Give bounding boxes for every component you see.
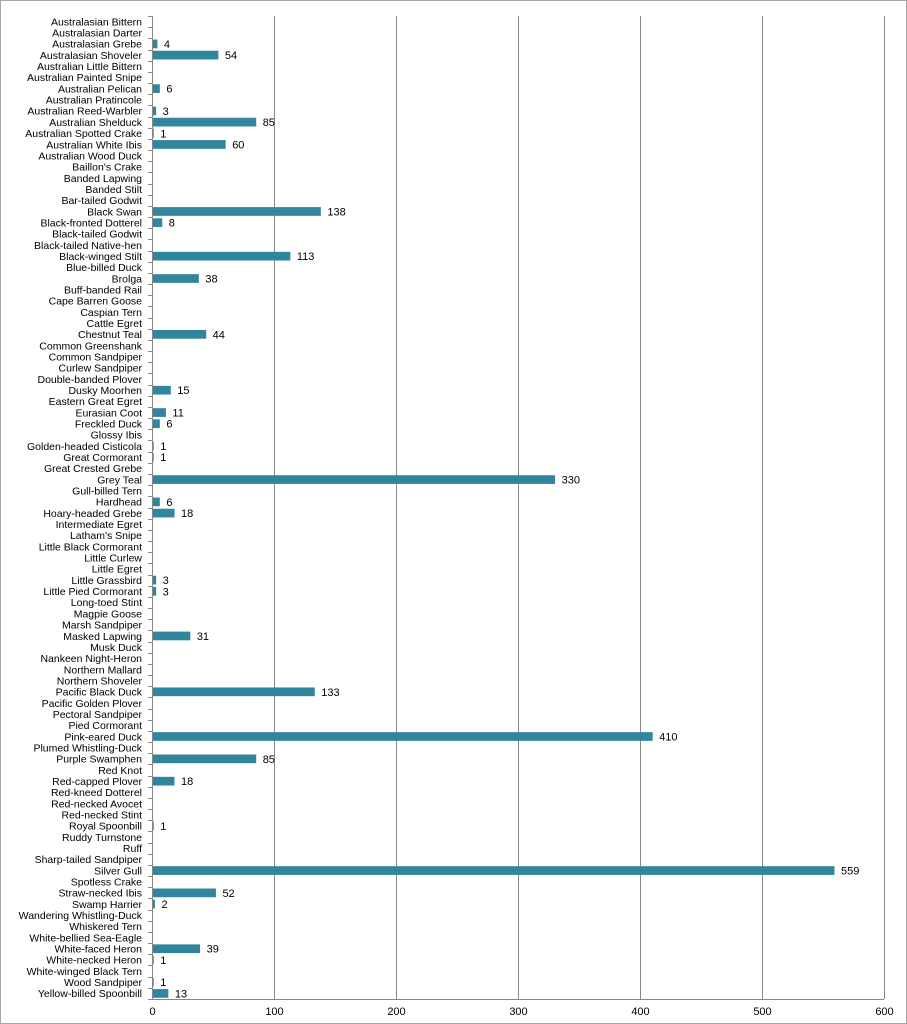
category-label-plumed-whistling-duck: Plumed Whistling-Duck [33, 742, 142, 755]
bar-black-swan [153, 207, 321, 216]
x-tick-label-200: 200 [387, 1006, 406, 1018]
data-label-australian-spotted-crake: 1 [160, 128, 167, 141]
category-label-red-kneed-dotterel: Red-kneed Dotterel [50, 787, 142, 800]
data-label-freckled-duck: 6 [166, 418, 173, 431]
data-label-wood-sandpiper: 1 [160, 977, 167, 990]
category-label-red-necked-stint: Red-necked Stint [61, 809, 142, 822]
data-label-australian-white-ibis: 60 [232, 139, 245, 152]
data-label-white-faced-heron: 39 [206, 943, 219, 956]
bar-australasian-shoveler [153, 51, 219, 60]
category-label-glossy-ibis: Glossy Ibis [90, 429, 142, 442]
bar-hoary-headed-grebe [153, 509, 175, 518]
category-label-banded-lapwing: Banded Lapwing [63, 172, 142, 185]
data-label-golden-headed-cisticola: 1 [160, 441, 167, 454]
bar-chart [1, 1, 906, 1023]
category-label-musk-duck: Musk Duck [90, 641, 142, 654]
x-tick-label-500: 500 [753, 1006, 772, 1018]
bar-australian-reed-warbler [153, 107, 157, 116]
data-label-black-swan: 138 [327, 206, 346, 219]
bar-little-grassbird [153, 576, 157, 585]
category-label-australian-shelduck: Australian Shelduck [49, 116, 142, 129]
x-tick-label-600: 600 [875, 1006, 894, 1018]
category-label-golden-headed-cisticola: Golden-headed Cisticola [27, 440, 142, 453]
category-label-whiskered-tern: Whiskered Tern [69, 921, 142, 934]
x-tick-label-100: 100 [265, 1006, 284, 1018]
bars [153, 40, 835, 1001]
category-label-white-necked-heron: White-necked Heron [46, 954, 142, 967]
category-label-cattle-egret: Cattle Egret [86, 317, 142, 330]
category-label-black-winged-stilt: Black-winged Stilt [59, 250, 142, 263]
category-label-grey-teal: Grey Teal [97, 474, 142, 487]
data-label-black-fronted-dotterel: 8 [168, 217, 175, 230]
category-label-sharp-tailed-sandpiper: Sharp-tailed Sandpiper [34, 854, 142, 867]
data-label-australian-shelduck: 85 [262, 117, 275, 130]
category-label-bar-tailed-godwit: Bar-tailed Godwit [61, 195, 142, 208]
category-label-intermediate-egret: Intermediate Egret [55, 519, 142, 532]
data-label-great-cormorant: 1 [160, 452, 167, 465]
bar-freckled-duck [153, 419, 160, 428]
category-label-little-pied-cormorant: Little Pied Cormorant [43, 586, 142, 599]
category-label-australasian-shoveler: Australasian Shoveler [39, 49, 142, 62]
category-label-australasian-darter: Australasian Darter [52, 27, 142, 40]
data-label-australian-reed-warbler: 3 [162, 105, 169, 118]
bar-pink-eared-duck [153, 732, 653, 741]
category-label-double-banded-plover: Double-banded Plover [37, 373, 142, 386]
category-label-australian-little-bittern: Australian Little Bittern [36, 61, 142, 74]
bar-black-fronted-dotterel [153, 218, 163, 227]
bar-chestnut-teal [153, 330, 207, 339]
bar-masked-lapwing [153, 632, 191, 641]
data-label-pacific-black-duck: 133 [321, 686, 340, 699]
bar-brolga [153, 274, 199, 283]
bar-white-faced-heron [153, 944, 201, 953]
bar-hardhead [153, 498, 160, 507]
category-label-little-black-cormorant: Little Black Cormorant [38, 541, 142, 554]
data-label-royal-spoonbill: 1 [160, 820, 167, 833]
category-label-northern-mallard: Northern Mallard [63, 664, 142, 677]
bar-little-pied-cormorant [153, 587, 157, 596]
bar-purple-swamphen [153, 754, 257, 763]
category-label-little-curlew: Little Curlew [84, 552, 142, 565]
data-label-hoary-headed-grebe: 18 [180, 508, 194, 521]
data-label-grey-teal: 330 [561, 474, 580, 487]
data-label-straw-necked-ibis: 52 [222, 887, 235, 900]
category-label-australian-pelican: Australian Pelican [57, 83, 142, 96]
category-label-swamp-harrier: Swamp Harrier [71, 898, 142, 911]
category-label-white-faced-heron: White-faced Heron [54, 943, 142, 956]
bar-australian-shelduck [153, 118, 257, 127]
category-label-australian-spotted-crake: Australian Spotted Crake [25, 128, 142, 141]
category-label-eastern-great-egret: Eastern Great Egret [48, 396, 142, 409]
gridlines [275, 16, 885, 999]
axes [148, 16, 884, 1000]
category-label-common-sandpiper: Common Sandpiper [48, 351, 142, 364]
bar-dusky-moorhen [153, 386, 171, 395]
category-label-latham-s-snipe: Latham's Snipe [69, 530, 142, 543]
category-label-black-tailed-godwit: Black-tailed Godwit [52, 228, 142, 241]
x-tick-label-400: 400 [631, 1006, 650, 1018]
category-label-baillon-s-crake: Baillon's Crake [72, 161, 142, 174]
bar-pacific-black-duck [153, 687, 315, 696]
data-label-australasian-grebe: 4 [163, 38, 171, 51]
category-label-pectoral-sandpiper: Pectoral Sandpiper [52, 708, 142, 721]
category-label-black-tailed-native-hen: Black-tailed Native-hen [34, 239, 142, 252]
category-label-silver-gull: Silver Gull [94, 865, 142, 878]
bar-eurasian-coot [153, 408, 166, 417]
x-tick-label-300: 300 [509, 1006, 528, 1018]
category-label-gull-billed-tern: Gull-billed Tern [72, 485, 142, 498]
bar-yellow-billed-spoonbill [153, 989, 169, 998]
data-label-purple-swamphen: 85 [262, 753, 275, 766]
category-label-australian-wood-duck: Australian Wood Duck [38, 150, 142, 163]
bar-black-winged-stilt [153, 252, 291, 261]
category-label-pink-eared-duck: Pink-eared Duck [64, 731, 142, 744]
data-label-yellow-billed-spoonbill: 13 [174, 988, 188, 1001]
category-label-white-bellied-sea-eagle: White-bellied Sea-Eagle [29, 932, 142, 945]
bar-australasian-grebe [153, 40, 158, 49]
data-label-dusky-moorhen: 15 [177, 385, 190, 398]
category-label-curlew-sandpiper: Curlew Sandpiper [58, 362, 142, 375]
category-label-little-grassbird: Little Grassbird [71, 574, 142, 587]
category-label-white-winged-black-tern: White-winged Black Tern [26, 965, 142, 978]
category-label-common-greenshank: Common Greenshank [39, 340, 142, 353]
category-label-blue-billed-duck: Blue-billed Duck [66, 262, 142, 275]
category-label-brolga: Brolga [111, 273, 142, 286]
category-label-cape-barren-goose: Cape Barren Goose [48, 295, 142, 308]
category-label-eurasian-coot: Eurasian Coot [75, 407, 142, 420]
x-tick-label-0: 0 [149, 1006, 156, 1018]
bar-australian-white-ibis [153, 140, 226, 149]
data-label-black-winged-stilt: 113 [296, 251, 315, 264]
category-label-marsh-sandpiper: Marsh Sandpiper [62, 619, 142, 632]
category-label-royal-spoonbill: Royal Spoonbill [69, 820, 142, 833]
data-label-masked-lapwing: 31 [196, 630, 210, 643]
category-label-wandering-whistling-duck: Wandering Whistling-Duck [18, 910, 142, 923]
data-label-red-capped-plover: 18 [180, 776, 194, 789]
category-label-black-fronted-dotterel: Black-fronted Dotterel [40, 217, 142, 230]
bar-silver-gull [153, 866, 835, 875]
category-label-red-knot: Red Knot [98, 764, 142, 777]
data-label-silver-gull: 559 [840, 865, 860, 878]
bar-grey-teal [153, 475, 556, 484]
data-label-australian-pelican: 6 [166, 83, 173, 96]
data-label-eurasian-coot: 11 [172, 407, 184, 420]
category-label-ruff: Ruff [122, 842, 142, 855]
bar-australian-pelican [153, 84, 160, 93]
category-label-red-necked-avocet: Red-necked Avocet [51, 798, 142, 811]
category-label-pacific-golden-plover: Pacific Golden Plover [41, 697, 142, 710]
category-label-australasian-grebe: Australasian Grebe [52, 38, 142, 51]
data-label-swamp-harrier: 2 [161, 899, 168, 912]
data-label-white-necked-heron: 1 [160, 954, 167, 967]
category-label-freckled-duck: Freckled Duck [74, 418, 142, 431]
data-label-australasian-shoveler: 54 [224, 50, 238, 63]
category-label-northern-shoveler: Northern Shoveler [56, 675, 142, 688]
category-label-banded-stilt: Banded Stilt [85, 183, 142, 196]
category-label-yellow-billed-spoonbill: Yellow-billed Spoonbill [37, 988, 142, 1001]
category-label-hardhead: Hardhead [95, 496, 142, 509]
category-label-purple-swamphen: Purple Swamphen [56, 753, 142, 766]
category-label-pacific-black-duck: Pacific Black Duck [55, 686, 142, 699]
bar-straw-necked-ibis [153, 889, 216, 898]
category-label-great-crested-grebe: Great Crested Grebe [43, 463, 142, 476]
category-label-australasian-bittern: Australasian Bittern [50, 16, 142, 29]
category-label-masked-lapwing: Masked Lapwing [63, 630, 142, 643]
data-label-little-grassbird: 3 [162, 575, 169, 588]
category-label-dusky-moorhen: Dusky Moorhen [68, 385, 142, 398]
data-label-pink-eared-duck: 410 [659, 731, 678, 744]
category-label-spotless-crake: Spotless Crake [70, 876, 142, 889]
category-label-australian-pratincole: Australian Pratincole [45, 94, 142, 107]
category-label-australian-painted-snipe: Australian Painted Snipe [27, 72, 142, 85]
bar-red-capped-plover [153, 777, 175, 786]
data-label-chestnut-teal: 44 [212, 329, 225, 342]
category-label-australian-white-ibis: Australian White Ibis [46, 139, 142, 152]
category-label-caspian-tern: Caspian Tern [80, 306, 142, 319]
category-label-chestnut-teal: Chestnut Teal [77, 329, 142, 342]
category-label-great-cormorant: Great Cormorant [63, 452, 142, 465]
category-label-wood-sandpiper: Wood Sandpiper [63, 977, 142, 990]
category-label-nankeen-night-heron: Nankeen Night-Heron [40, 653, 142, 666]
category-label-little-egret: Little Egret [91, 563, 142, 576]
data-label-little-pied-cormorant: 3 [162, 586, 169, 599]
category-label-black-swan: Black Swan [87, 206, 142, 219]
category-label-long-toed-stint: Long-toed Stint [70, 597, 142, 610]
category-label-buff-banded-rail: Buff-banded Rail [63, 284, 142, 297]
category-label-ruddy-turnstone: Ruddy Turnstone [62, 831, 142, 844]
data-label-hardhead: 6 [166, 496, 173, 509]
category-label-magpie-goose: Magpie Goose [73, 608, 142, 621]
category-label-australian-reed-warbler: Australian Reed-Warbler [27, 105, 142, 118]
data-label-brolga: 38 [205, 273, 218, 286]
category-label-straw-necked-ibis: Straw-necked Ibis [58, 887, 142, 900]
category-label-red-capped-plover: Red-capped Plover [52, 775, 142, 788]
category-label-pied-cormorant: Pied Cormorant [68, 720, 142, 733]
category-label-hoary-headed-grebe: Hoary-headed Grebe [43, 507, 142, 520]
